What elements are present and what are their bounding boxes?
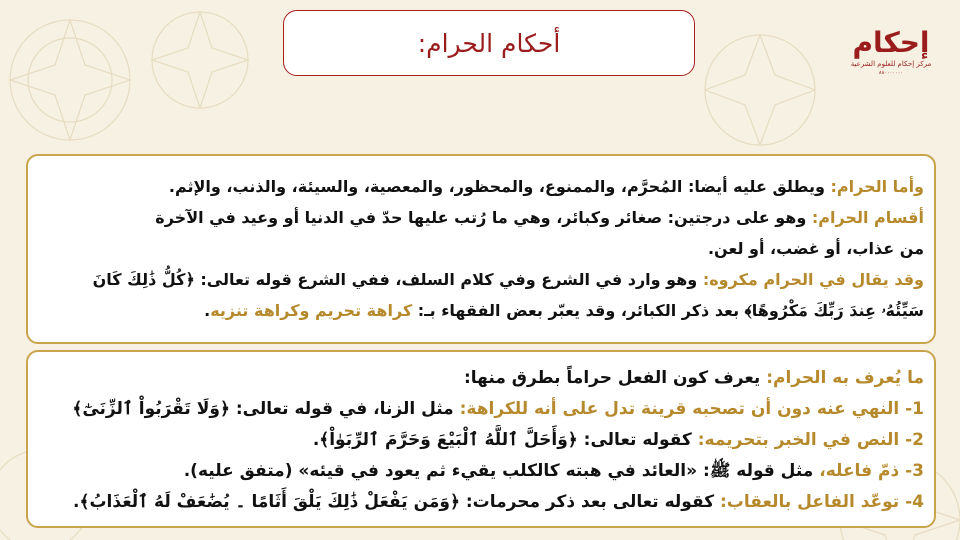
body-text: وهو على درجتين: صغائر وكبائر، وهي ما رُتب عليها حدّ في الدنيا أو وعيد في الآخرة <box>155 208 812 227</box>
methods-panel <box>26 350 936 528</box>
item-label: 1- النهي عنه دون أن تصحبه قرينة تدل على أنه للكراهة: <box>459 399 924 419</box>
paragraph-line <box>38 295 924 326</box>
item-label: 2- النص في الخبر بتحريمه: <box>697 430 924 450</box>
body-text: . <box>204 301 211 320</box>
list-item <box>38 394 924 425</box>
body-text: مثل الزنا، في قوله تعالى: ﴿وَلَا تَقْرَبُواْ ٱلزِّنَىٰٓ﴾ <box>72 399 460 419</box>
list-item <box>38 487 924 518</box>
body-text: يعرف كون الفعل حراماً بطرق منها: <box>463 368 767 388</box>
body-text: من عذاب، أو غضب، أو لعن. <box>707 239 924 258</box>
body-text: وهو وارد في الشرع وفي كلام السلف، ففي الشرع قوله تعالى: ﴿كُلُّ ذَٰلِكَ كَانَ <box>92 270 703 289</box>
logo-subtitle: مركز إحكام للعلوم الشرعية <box>850 60 932 68</box>
slide-title: أحكام الحرام: <box>417 28 561 58</box>
item-label: 4- توعّد الفاعل بالعقاب: <box>720 492 924 512</box>
logo-wordmark: إحكام <box>852 26 930 59</box>
paragraph-line <box>38 202 924 233</box>
term-label: ما يُعرف به الحرام: <box>766 368 924 388</box>
term-label: أقسام الحرام: <box>811 208 924 227</box>
term-label: وقد يقال في الحرام مكروه: <box>702 270 924 289</box>
paragraph-line <box>38 171 924 202</box>
logo-number: ٨٨٠٠٠٠٠٠٠ <box>878 70 904 76</box>
highlight-text: كراهة تحريم وكراهة تنزيه <box>210 301 413 320</box>
body-text: سَيِّئُهُۥ عِندَ رَبِّكَ مَكْرُوهًا﴾ بعد ذكر الكبائر، وقد يعبّر بعض الفقهاء بـ: <box>412 301 924 320</box>
paragraph-line <box>38 233 924 264</box>
term-label: وأما الحرام: <box>830 177 924 196</box>
logo <box>848 26 934 96</box>
list-item <box>38 456 924 487</box>
body-text: كقوله تعالى: ﴿وَأَحَلَّ ٱللَّهُ ٱلْبَيْعَ وَحَرَّمَ ٱلرِّبَوٰاْ﴾. <box>312 430 698 450</box>
title-box <box>283 10 695 76</box>
paragraph-line <box>38 264 924 295</box>
body-text: كقوله تعالى بعد ذكر محرمات: ﴿وَمَن يَفْعَلْ ذَٰلِكَ يَلْقَ أَثَامًا ۔ يُضَٰعَفْ لَهُ ٱلْعَذَابُ﴾. <box>73 492 720 512</box>
body-text: ويطلق عليه أيضا: المُحرَّم، والممنوع، والمحظور، والمعصية، والسيئة، والذنب، والإثم. <box>168 177 831 196</box>
paragraph-line <box>38 363 924 394</box>
body-text: مثل قوله ﷺ: «العائد في هبته كالكلب يقيء ثم يعود في قيئه» (متفق عليه). <box>183 461 820 481</box>
list-item <box>38 425 924 456</box>
definition-panel <box>26 154 936 344</box>
item-label: 3- ذمّ فاعله، <box>819 461 924 481</box>
